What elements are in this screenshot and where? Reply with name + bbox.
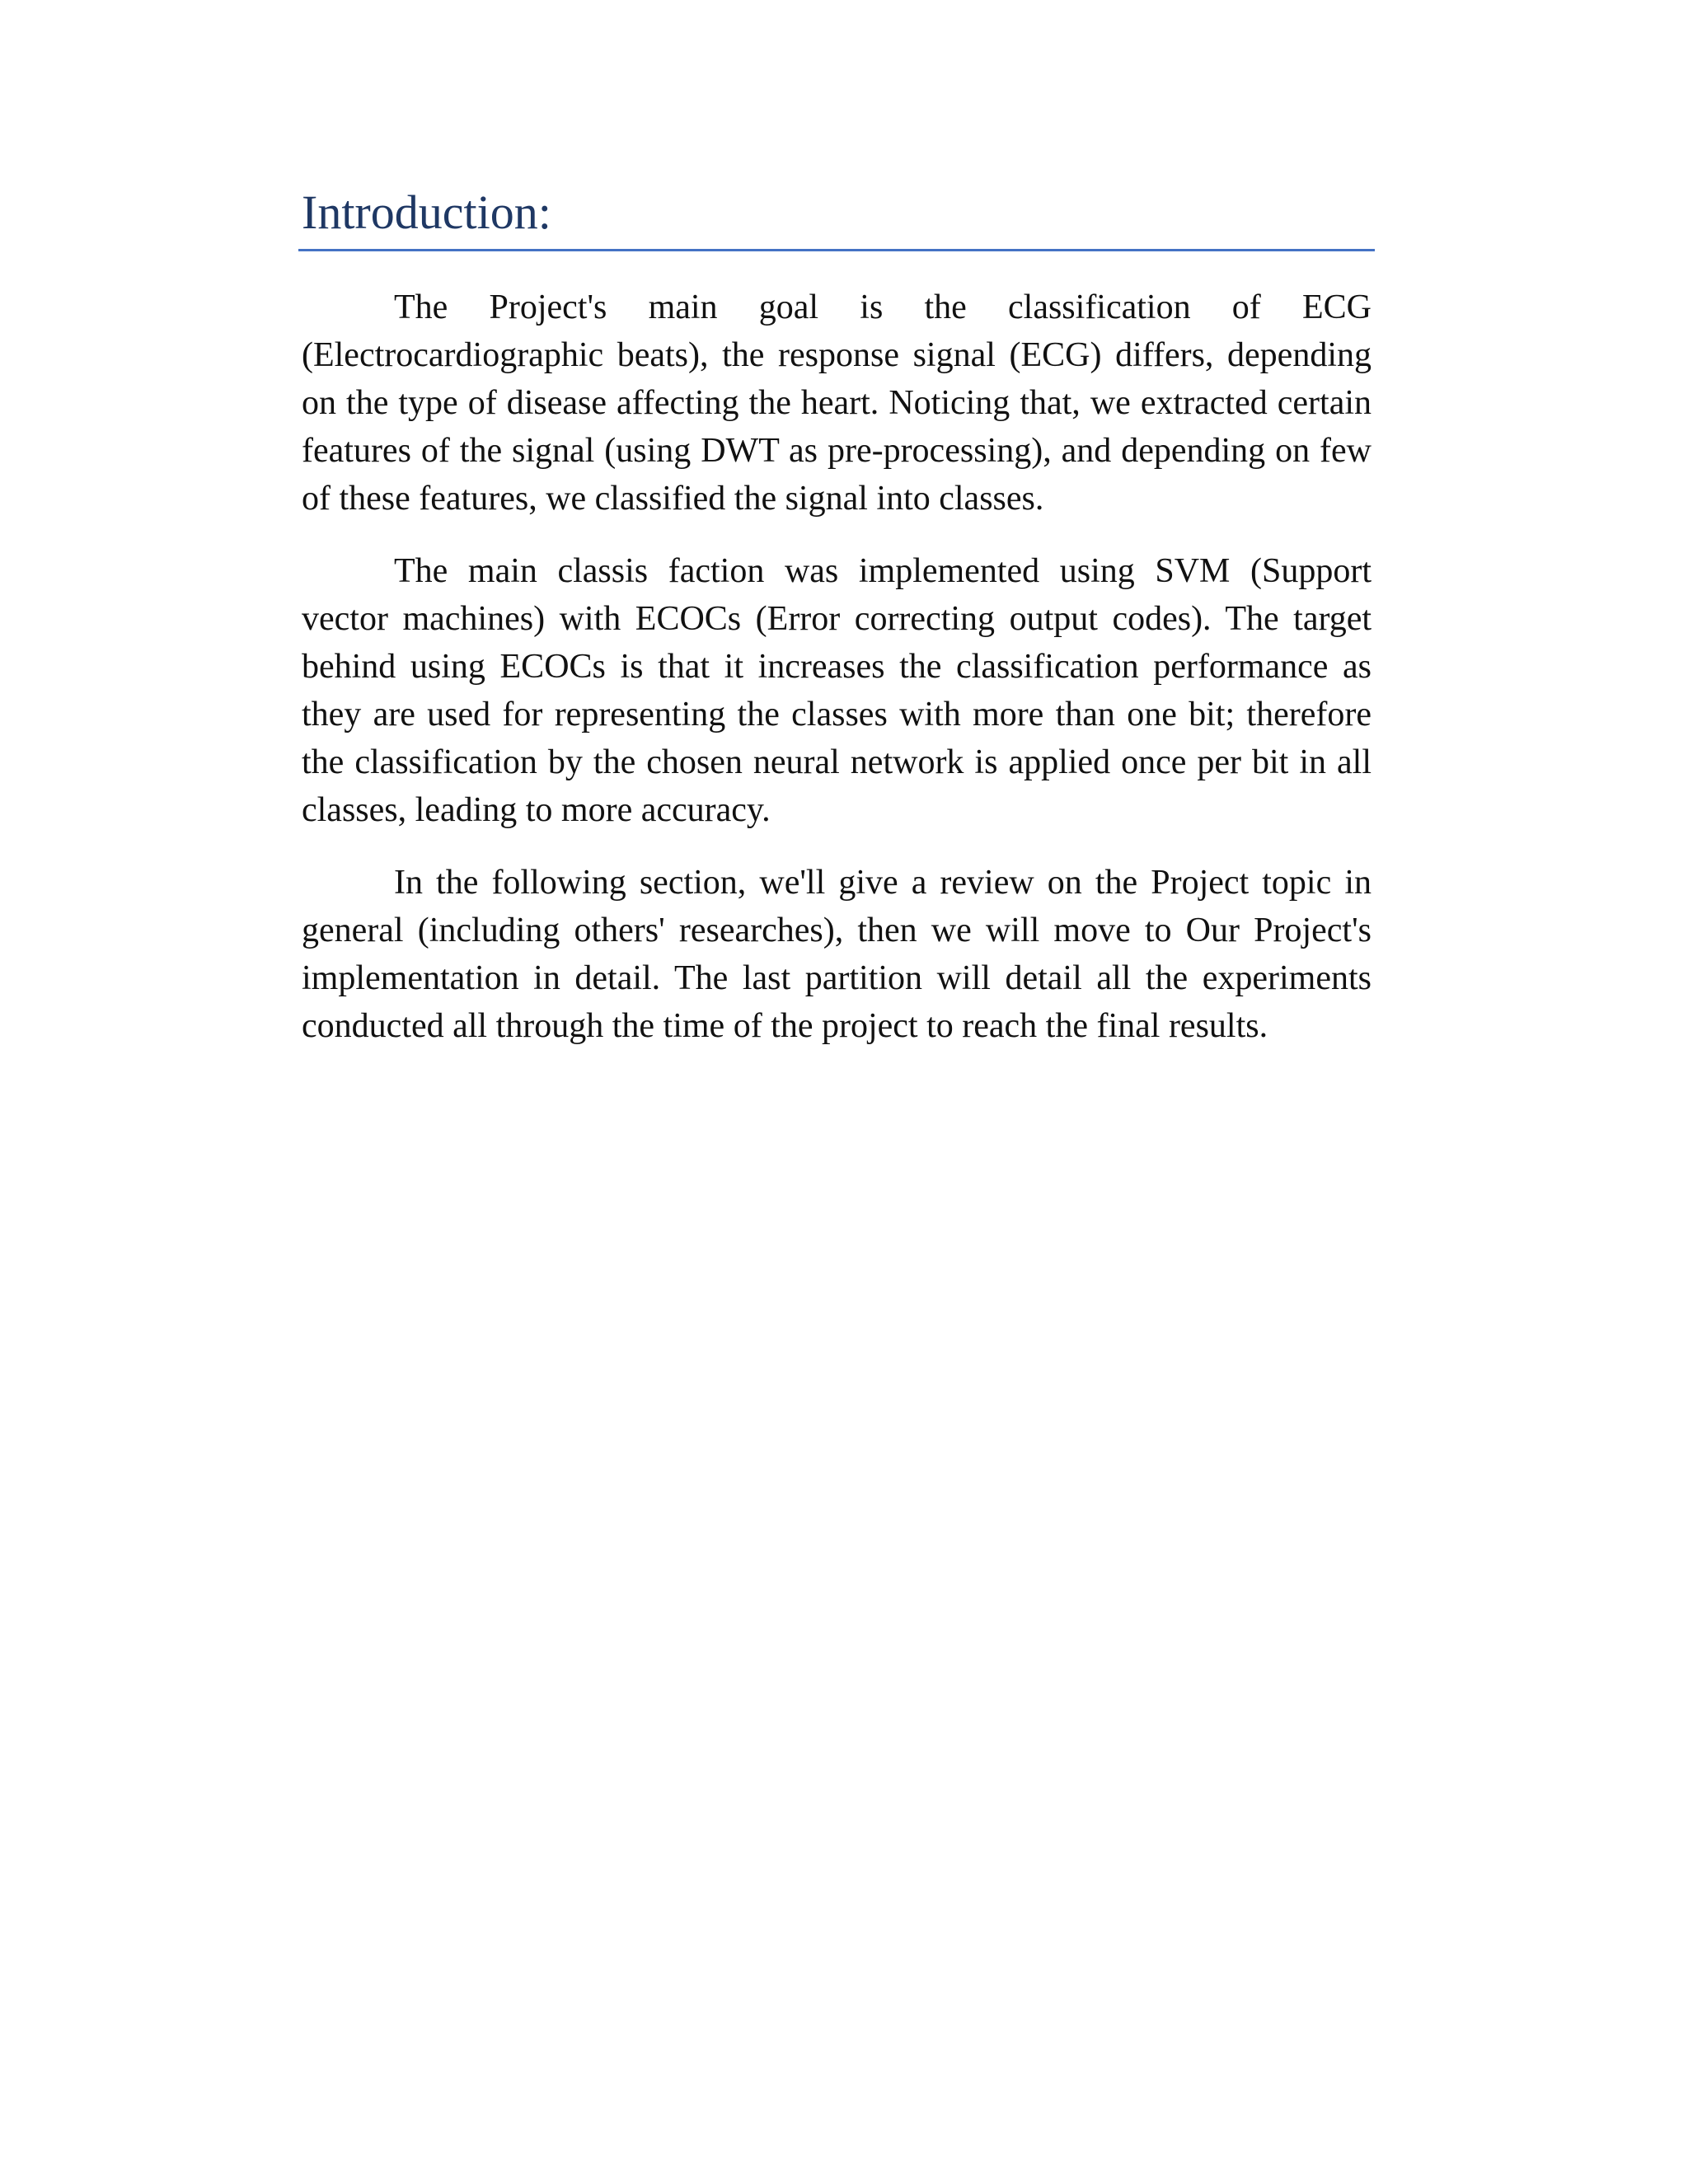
section-heading: Introduction: (302, 185, 551, 239)
body-text (302, 284, 1372, 1050)
paragraph-1: The Project's main goal is the classification of ECG (Electrocardiographic beats), the response signal (ECG) differs, depending on the type of disease affecting the heart. Noticing that, we extracted certain features of the signal (using DWT as pre-processing), and depending on few of these features, we classified the signal into classes. (302, 288, 1372, 518)
paragraph-2: The main classis faction was implemented using SVM (Support vector machines) with ECOCs (Error correcting output codes). The target behind using ECOCs is that it increases the classification performance as they are used for representing the classes with more than one bit; therefore the classification by the chosen neural network is applied once per bit in all classes, leading to more accuracy. (302, 552, 1372, 829)
paragraph-3: In the following section, we'll give a review on the Project topic in general (including others' researches), then we will move to Our Project's implementation in detail. The last partition will detail all the experiments conducted all through the time of the project to reach the final results. (302, 864, 1372, 1045)
heading-underline (298, 249, 1375, 251)
page-content (302, 183, 1372, 1075)
